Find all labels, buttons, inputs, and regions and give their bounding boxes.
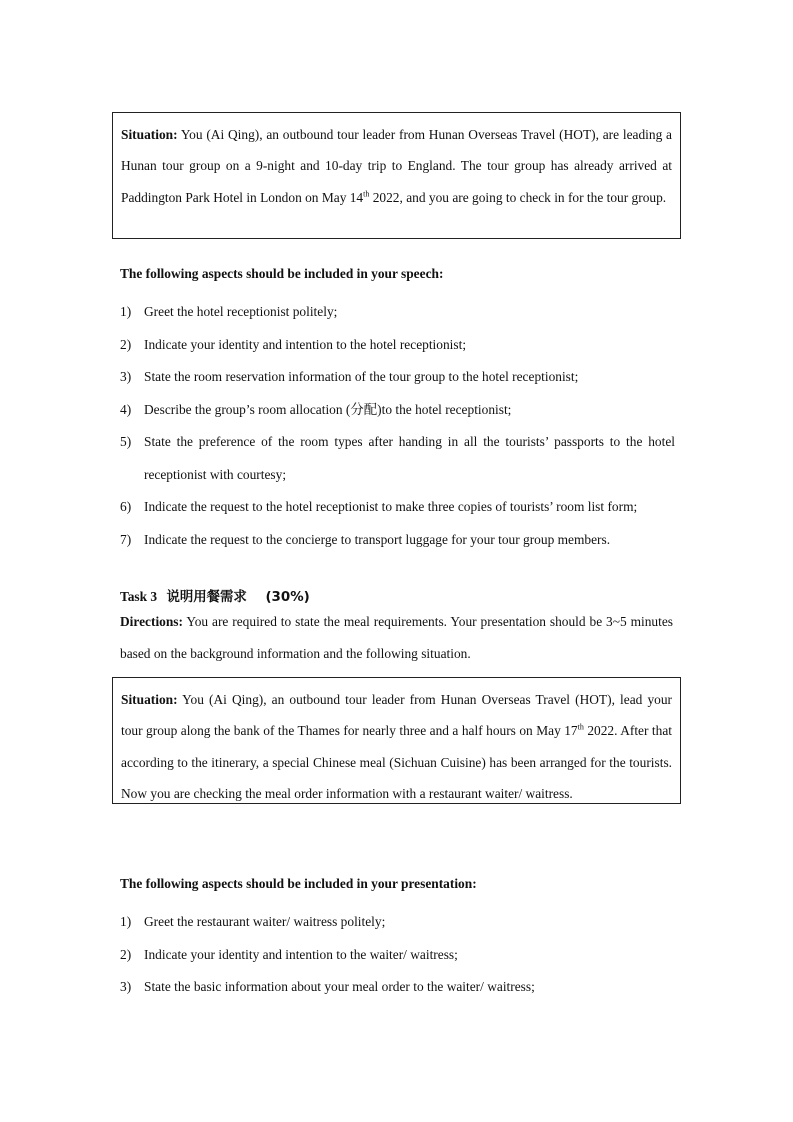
situation-box-2 (112, 677, 681, 804)
item-number: 5) (120, 434, 132, 449)
item-number: 4) (120, 401, 132, 417)
item-number: 1) (120, 304, 132, 319)
item-number: 6) (120, 499, 132, 514)
item-number: 3) (120, 979, 132, 994)
item-text: Indicate the request to the concierge to transport luggage for your tour group members. (144, 531, 611, 547)
task-title: 说明用餐需求 (166, 590, 247, 605)
task-weight: (30%) (265, 590, 310, 605)
directions-text: You are required to state the meal requirements. Your presentation should be 3~5 minutes based on the background information and the following situation. (120, 614, 673, 661)
item-text: State the room reservation information of the tour group to the hotel receptionist; (144, 369, 579, 384)
item-text: State the basic information about your meal order to the waiter/ waitress; (144, 979, 535, 994)
list-item (120, 361, 675, 394)
item-text: Greet the hotel receptionist politely; (144, 304, 338, 319)
situation-label: Situation: (121, 692, 178, 707)
task-label: Task 3 (120, 589, 158, 604)
item-number: 2) (120, 946, 132, 962)
task3-heading (120, 586, 310, 605)
item-text: Greet the restaurant waiter/ waitress politely; (144, 914, 386, 929)
list-item (120, 426, 675, 491)
ordinal-suffix: th (363, 189, 370, 199)
situation-box-1 (112, 112, 681, 239)
item-text: Indicate your identity and intention to the waiter/ waitress; (144, 946, 458, 962)
directions (120, 606, 673, 669)
aspects-presentation-list (120, 906, 675, 1004)
item-text: State the preference of the room types after handing in all the tourists’ passports to the hotel receptionist with courtesy; (144, 434, 675, 482)
aspects-speech-heading: The following aspects should be included in your speech: (120, 266, 444, 281)
aspects-presentation-heading: The following aspects should be included in your presentation: (120, 876, 477, 891)
list-item (120, 524, 675, 557)
list-item (120, 906, 675, 939)
list-item (120, 971, 675, 1004)
item-number: 7) (120, 531, 132, 547)
situation-text-cont: 2022. After that according to the itinerary, a special Chinese meal (Sichuan Cuisine) has been arranged for the tourists. Now you are checking the meal order information with a restaurant waiter/ waitress. (121, 723, 673, 801)
aspects-speech-list (120, 296, 675, 556)
item-number: 3) (120, 369, 132, 384)
situation-text-cont: 2022, and you are going to check in for the tour group. (369, 189, 667, 205)
directions-label: Directions: (120, 614, 183, 629)
list-item (120, 329, 675, 362)
item-text: Describe the group’s room allocation (分配)to the hotel receptionist; (144, 401, 512, 417)
list-item (120, 296, 675, 329)
situation-text: You (Ai Qing), an outbound tour leader from Hunan Overseas Travel (HOT), lead your tour group along the bank of the Thames for nearly three and a half hours on May 17 (121, 692, 672, 739)
list-item (120, 394, 675, 427)
list-item (120, 939, 675, 972)
list-item (120, 491, 675, 524)
item-text: Indicate the request to the hotel receptionist to make three copies of tourists’ room list form; (144, 499, 638, 514)
situation-label: Situation: (121, 127, 178, 142)
item-text: Indicate your identity and intention to the hotel receptionist; (144, 336, 467, 352)
ordinal-suffix: th (577, 722, 584, 732)
item-number: 1) (120, 914, 132, 929)
item-number: 2) (120, 336, 132, 352)
situation-text: You (Ai Qing), an outbound tour leader from Hunan Overseas Travel (HOT), are leading a Hunan tour group on a 9-night and 10-day trip to England. The tour group has already arrived at Paddington Park Hotel in London on May 14 (121, 127, 672, 205)
